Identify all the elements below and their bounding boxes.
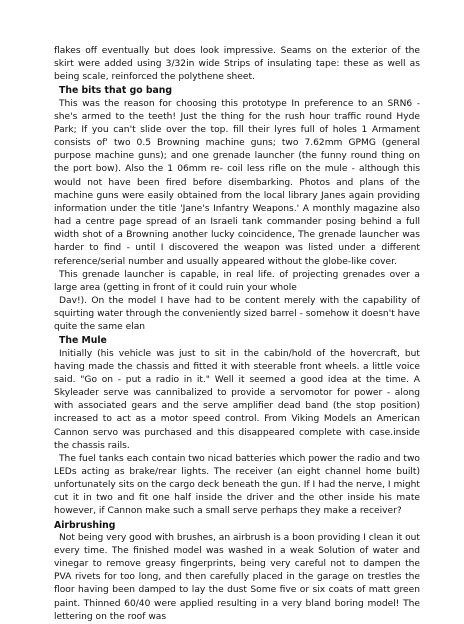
heading-airbrushing: Airbrushing xyxy=(54,519,116,531)
paragraph-armament: This was the reason for choosing this prototype In preference to an SRN6 -she's armed to the teeth! Just the thing for the rush hour traffic round Hyde Park; If you can't slide over the top. fill their lyres full of holes 1 Armament consists of' two 0.5 Browning machine guns; two 7.62mm GPMG (general purpose machine guns); and one grenade launcher (the funny round thing on the port bow). Also the 1 06mm re- coil less rifle on the mule - although this would not have been fired before disembarking. Photos and plans of the machine guns were easily obtained from the local library Janes again providing information under the title 'Jane's Infantry Weapons.' A monthly magazine also had a centre page spread of an Israeli tank commander posing behind a full width shot of a Browning another lucky coincidence, The grenade launcher was harder to find - until I discovered the weapon was listed under a different reference/serial number and usually appeared without the globe-like cover. xyxy=(54,98,420,267)
paragraph-fuel-tanks: The fuel tanks each contain two nicad batteries which power the radio and two LEDs acting as brake/rear lights. The receiver (an eight channel home built) unfortunately sits on the cargo deck beneath the gun. If I had the nerve, I might cut it in two and fit one half inside the driver and the other inside his mate however, if Cannon make such a small serve perhaps they make a receiver? xyxy=(54,453,420,517)
heading-the-mule: The Mule xyxy=(59,335,107,347)
paragraph-mule-chassis: Initially (his vehicle was just to sit in the cabin/hold of the hovercraft, but having made the chassis and fitted it with steerable front wheels. a little voice said. "Go on - put a radio in it." Well it seemed a good idea at the time. A Skyleader serve was cannibalized to provide a servomotor for power - along with associated gears and the serve amplifier dead band (the stop position) increased to act as a motor speed control. From Viking Models an American Cannon servo was purchased and this disappeared complete with case.inside the chassis rails. xyxy=(54,348,420,451)
heading-bits-that-go-bang: The bits that go bang xyxy=(59,85,173,97)
paragraph-airbrushing: Not being very good with brushes, an airbrush is a boon providing I clean it out every time. The finished model was washed in a weak Solution of water and vinegar to remove greasy fingerprints, being very careful not to dampen the PVA rivets for too long, and then carefully placed in the garage on trestles the floor having been damped to lay the dust Some five or six coats of matt green paint. Thinned 60/40 were applied resulting in a very bland boring model! The lettering on the roof was xyxy=(54,532,420,622)
paragraph-grenade-launcher: This grenade launcher is capable, in real life. of projecting grenades over a large area (getting in front of it could ruin your whole xyxy=(54,269,420,293)
paragraph-model-capability: Dav!). On the model I have had to be content merely with the capability of squirting water through the conveniently sized barrel - somehow it doesn't have quite the same elan xyxy=(54,295,420,333)
paragraph-skirt-seams: flakes off eventually but does look impressive. Seams on the exterior of the skirt were added using 3/32in wide Strips of insulating tape: these as well as being scale, reinforced the polythene sheet. xyxy=(54,46,420,83)
article-page xyxy=(54,45,420,624)
